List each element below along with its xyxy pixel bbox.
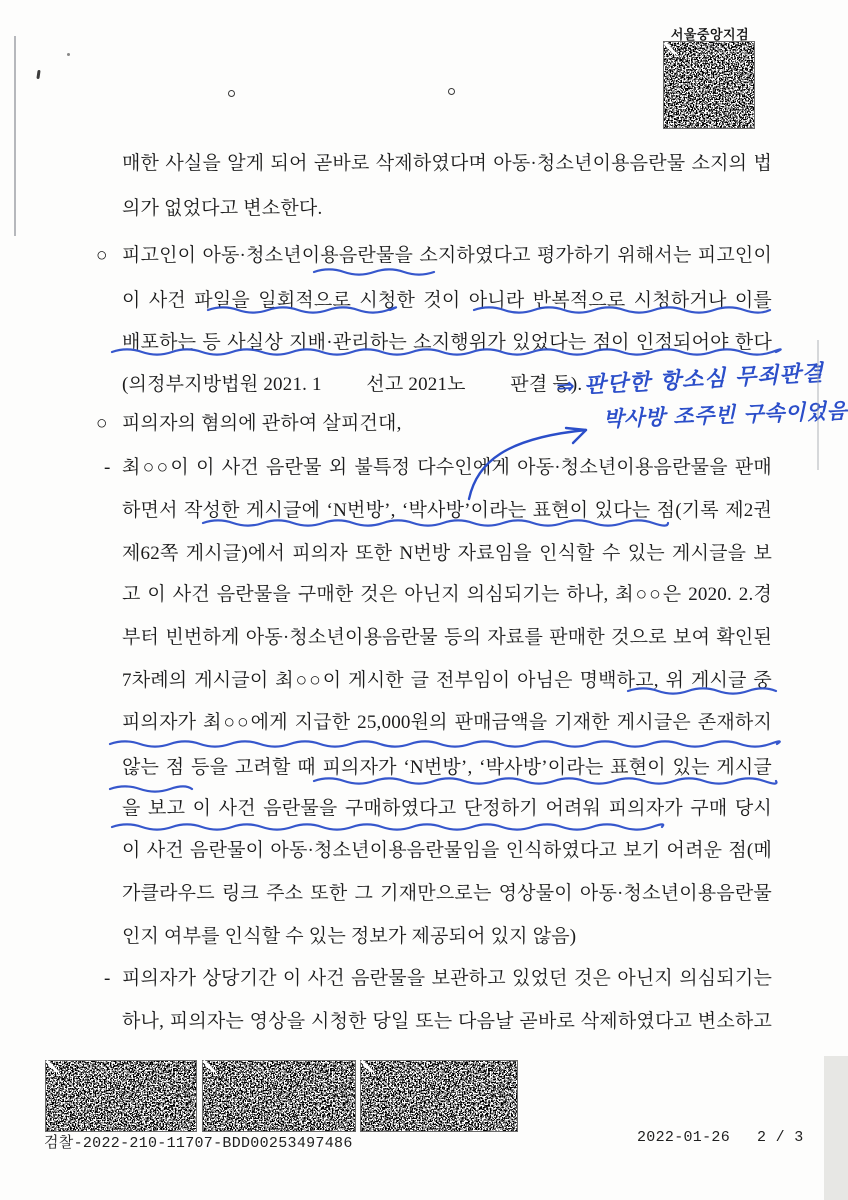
scan-edge-line	[817, 340, 819, 470]
body-line-text: 피의자가 최○○에게 지급한 25,000원의 판매금액을 기재한 게시글은 존재하지	[122, 712, 772, 733]
body-line-text: (의정부지방법원 2021. 1 선고 2021노 판결 등).	[122, 374, 583, 395]
body-line	[122, 1010, 772, 1034]
body-line-text: 제62쪽 게시글)에서 피의자 또한 N번방 자료임을 인식할 수 있는 게시글을 보	[122, 543, 772, 564]
body-line	[122, 197, 772, 221]
scan-speck	[67, 53, 70, 56]
body-line	[122, 711, 772, 735]
handwritten-note-2: 박사방 조주빈 구속이었음	[602, 398, 848, 432]
scan-speck-ring	[448, 88, 455, 95]
scan-speck-ring	[228, 90, 235, 97]
body-line	[122, 542, 772, 566]
body-line-text: 인지 여부를 인식할 수 있는 정보가 제공되어 있지 않음)	[122, 926, 577, 947]
body-line	[122, 583, 772, 607]
scan-speck	[36, 70, 40, 79]
body-line-text: 하면서 작성한 게시글에 ‘N번방’, ‘박사방’이라는 표현이 있다는 점(기록 제2권	[122, 500, 772, 521]
body-line	[122, 331, 772, 355]
scan-edge-shadow	[824, 1056, 848, 1200]
footer-page-number: 2 / 3	[757, 1129, 804, 1146]
body-line-text: 고 이 사건 음란물을 구매한 것은 아닌지 의심되기는 하나, 최○○은 2020. 2.경	[122, 584, 772, 605]
redaction-block-2	[203, 1061, 355, 1131]
redaction-block-1	[46, 1061, 196, 1131]
pen-underline	[112, 824, 663, 829]
body-line-text: 피고인이 아동·청소년이용음란물을 소지하였다고 평가하기 위해서는 피고인이	[122, 245, 772, 266]
body-line	[122, 669, 772, 693]
redaction-stamp-block	[664, 42, 754, 128]
footer-document-number: 검찰-2022-210-11707-BDD00253497486	[44, 1135, 353, 1152]
body-line-text: 피의자가 상당기간 이 사건 음란물을 보관하고 있었던 것은 아닌지 의심되기는	[122, 968, 772, 989]
body-line-text: 않는 점 등을 고려할 때 피의자가 ‘N번방’, ‘박사방’이라는 표현이 있는 게시글	[122, 757, 772, 778]
body-line	[122, 289, 772, 313]
handwritten-note-1: ⇒ 판단한 항소심 무죄판결	[555, 361, 825, 400]
body-line-text: 이 사건 음란물이 아동·청소년이용음란물임을 인식하였다고 보기 어려운 점(메	[122, 840, 772, 861]
body-line-text: 매한 사실을 알게 되어 곧바로 삭제하였다며 아동·청소년이용음란물 소지의 법	[122, 153, 772, 174]
stamp-office-label: 서울중앙지검	[670, 27, 750, 42]
list-marker: -	[104, 457, 111, 478]
scan-edge-line	[14, 36, 16, 236]
body-line	[104, 967, 772, 991]
body-line-text: 하나, 피의자는 영상을 시청한 당일 또는 다음날 곧바로 삭제하였다고 변소하고	[122, 1011, 772, 1032]
body-line-text: 7차례의 게시글이 최○○이 게시한 글 전부임이 아님은 명백하고, 위 게시글 중	[122, 670, 772, 691]
redaction-block-3	[361, 1061, 517, 1131]
body-line	[104, 456, 772, 480]
body-line-text: 부터 빈번하게 아동·청소년이용음란물 등의 자료를 판매한 것으로 보여 확인된	[122, 627, 772, 648]
body-line	[122, 152, 772, 176]
body-line	[122, 756, 772, 780]
body-line-text: 의가 없었다고 변소한다.	[122, 198, 323, 219]
body-line	[122, 839, 772, 863]
body-line-text: 이 사건 파일을 일회적으로 시청한 것이 아니라 반복적으로 시청하거나 이를	[122, 290, 772, 311]
body-line	[122, 882, 772, 906]
footer-date: 2022-01-26	[637, 1129, 731, 1146]
pen-underline	[314, 269, 434, 274]
body-line-text: 최○○이 이 사건 음란물 외 불특정 다수인에게 아동·청소년이용음란물을 판매	[122, 457, 772, 478]
body-line	[122, 499, 772, 523]
pen-underline	[110, 786, 192, 791]
body-line	[122, 797, 772, 821]
list-marker: -	[104, 968, 111, 989]
body-line-text: 을 보고 이 사건 음란물을 구매하였다고 단정하기 어려워 피의자가 구매 당시	[122, 798, 772, 819]
body-line-text: 배포하는 등 사실상 지배·관리하는 소지행위가 있었다는 점이 인정되어야 한다	[122, 332, 772, 353]
body-line	[122, 925, 772, 949]
body-line-text: 가클라우드 링크 주소 또한 그 기재만으로는 영상물이 아동·청소년이용음란물	[122, 883, 772, 904]
pen-underline	[110, 741, 780, 746]
body-line-text: 피의자의 혐의에 관하여 살피건대,	[122, 413, 402, 434]
body-line	[122, 626, 772, 650]
list-marker: ○	[96, 245, 108, 266]
list-marker: ○	[96, 413, 108, 434]
body-line	[96, 244, 772, 268]
